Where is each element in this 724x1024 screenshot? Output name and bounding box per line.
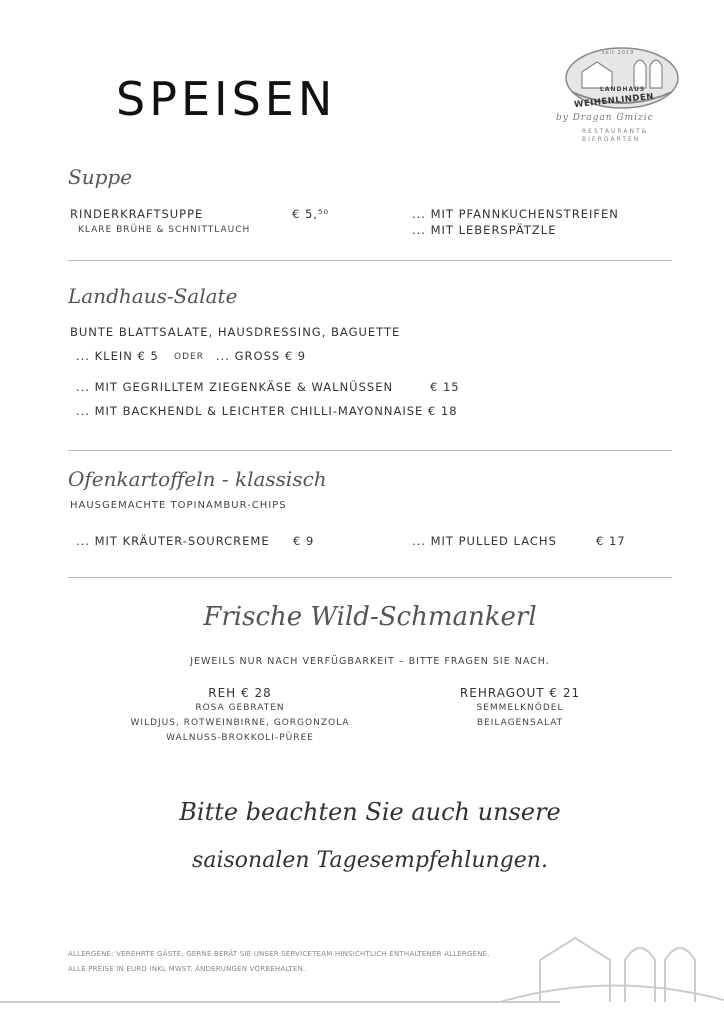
salate-option-2: ... MIT BACKHENDL & LEICHTER CHILLI-MAYONNAISE € 18	[76, 404, 458, 418]
salate-klein: ... KLEIN € 5	[76, 349, 159, 363]
page-title: SPEISEN	[116, 72, 337, 126]
footer-price-note: ALLE PREISE IN EURO INKL MWST. ÄNDERUNGEN VORBEHALTEN.	[68, 965, 306, 973]
salate-option-1-price: € 15	[430, 380, 460, 394]
wild-reh-line-2: WILDJUS, ROTWEINBIRNE, GORGONZOLA	[130, 718, 350, 728]
suppe-option-2: ... MIT LEBERSPÄTZLE	[412, 223, 557, 237]
ofen-option-1-price: € 9	[293, 534, 315, 548]
wild-reh: REH € 28	[208, 686, 272, 700]
divider	[68, 577, 672, 578]
wild-reh-line-1: ROSA GEBRATEN	[195, 703, 285, 713]
wild-reh-line-3: WALNUSS-BROKKOLI-PÜREE	[166, 733, 314, 743]
suppe-price: € 5,⁵⁰	[292, 207, 330, 221]
divider	[68, 450, 672, 451]
notice-line-1: Bitte beachten Sie auch unsere	[179, 798, 561, 826]
footer-house-outline-icon	[0, 930, 724, 1024]
ofen-note: HAUSGEMACHTE TOPINAMBUR-CHIPS	[70, 500, 287, 511]
ofen-option-1: ... MIT KRÄUTER-SOURCREME	[76, 534, 270, 548]
salate-base: BUNTE BLATTSALATE, HAUSDRESSING, BAGUETTE	[70, 325, 401, 339]
ofen-option-2-price: € 17	[596, 534, 626, 548]
salate-oder: ODER	[174, 352, 204, 362]
footer-allergen-note: ALLERGENE: VEREHRTE GÄSTE, GERNE BERÄT SIE UNSER SERVICETEAM HINSICHTLICH ENTHALTENER ALLERGENE.	[68, 950, 490, 958]
wild-ragout-line-1: SEMMELKNÖDEL	[476, 703, 564, 713]
wild-note: JEWEILS NUR NACH VERFÜGBARKEIT – BITTE FRAGEN SIE NACH.	[190, 656, 550, 667]
wild-ragout-line-2: BEILAGENSALAT	[476, 718, 564, 728]
logo-badge: seit 2019	[602, 50, 635, 56]
suppe-item: RINDERKRAFTSUPPE	[70, 207, 204, 221]
wild-ragout: REHRAGOUT € 21	[459, 686, 581, 700]
logo-line2: WEIHENLINDEN	[573, 91, 655, 111]
section-heading-ofen: Ofenkartoffeln - klassisch	[68, 467, 327, 491]
notice-line-2: saisonalen Tagesempfehlungen.	[192, 848, 548, 873]
salate-gross: ... GROSS € 9	[216, 349, 307, 363]
restaurant-logo	[556, 40, 682, 150]
suppe-note: KLARE BRÜHE & SCHNITTLAUCH	[78, 225, 251, 235]
salate-option-1: ... MIT GEGRILLTEM ZIEGENKÄSE & WALNÜSSEN	[76, 380, 394, 394]
logo-sub1: RESTAURANT&	[582, 128, 649, 135]
section-heading-salate: Landhaus-Salate	[68, 284, 238, 308]
logo-by: by Dragan Gmizic	[556, 113, 654, 123]
divider	[68, 260, 672, 261]
logo-sub2: BIERGARTEN	[582, 136, 641, 143]
ofen-option-2: ... MIT PULLED LACHS	[412, 534, 557, 548]
section-heading-wild: Frische Wild-Schmankerl	[203, 602, 537, 632]
logo-line1: LANDHAUS	[600, 86, 646, 93]
section-heading-suppe: Suppe	[68, 165, 133, 189]
suppe-option-1: ... MIT PFANNKUCHENSTREIFEN	[412, 207, 619, 221]
